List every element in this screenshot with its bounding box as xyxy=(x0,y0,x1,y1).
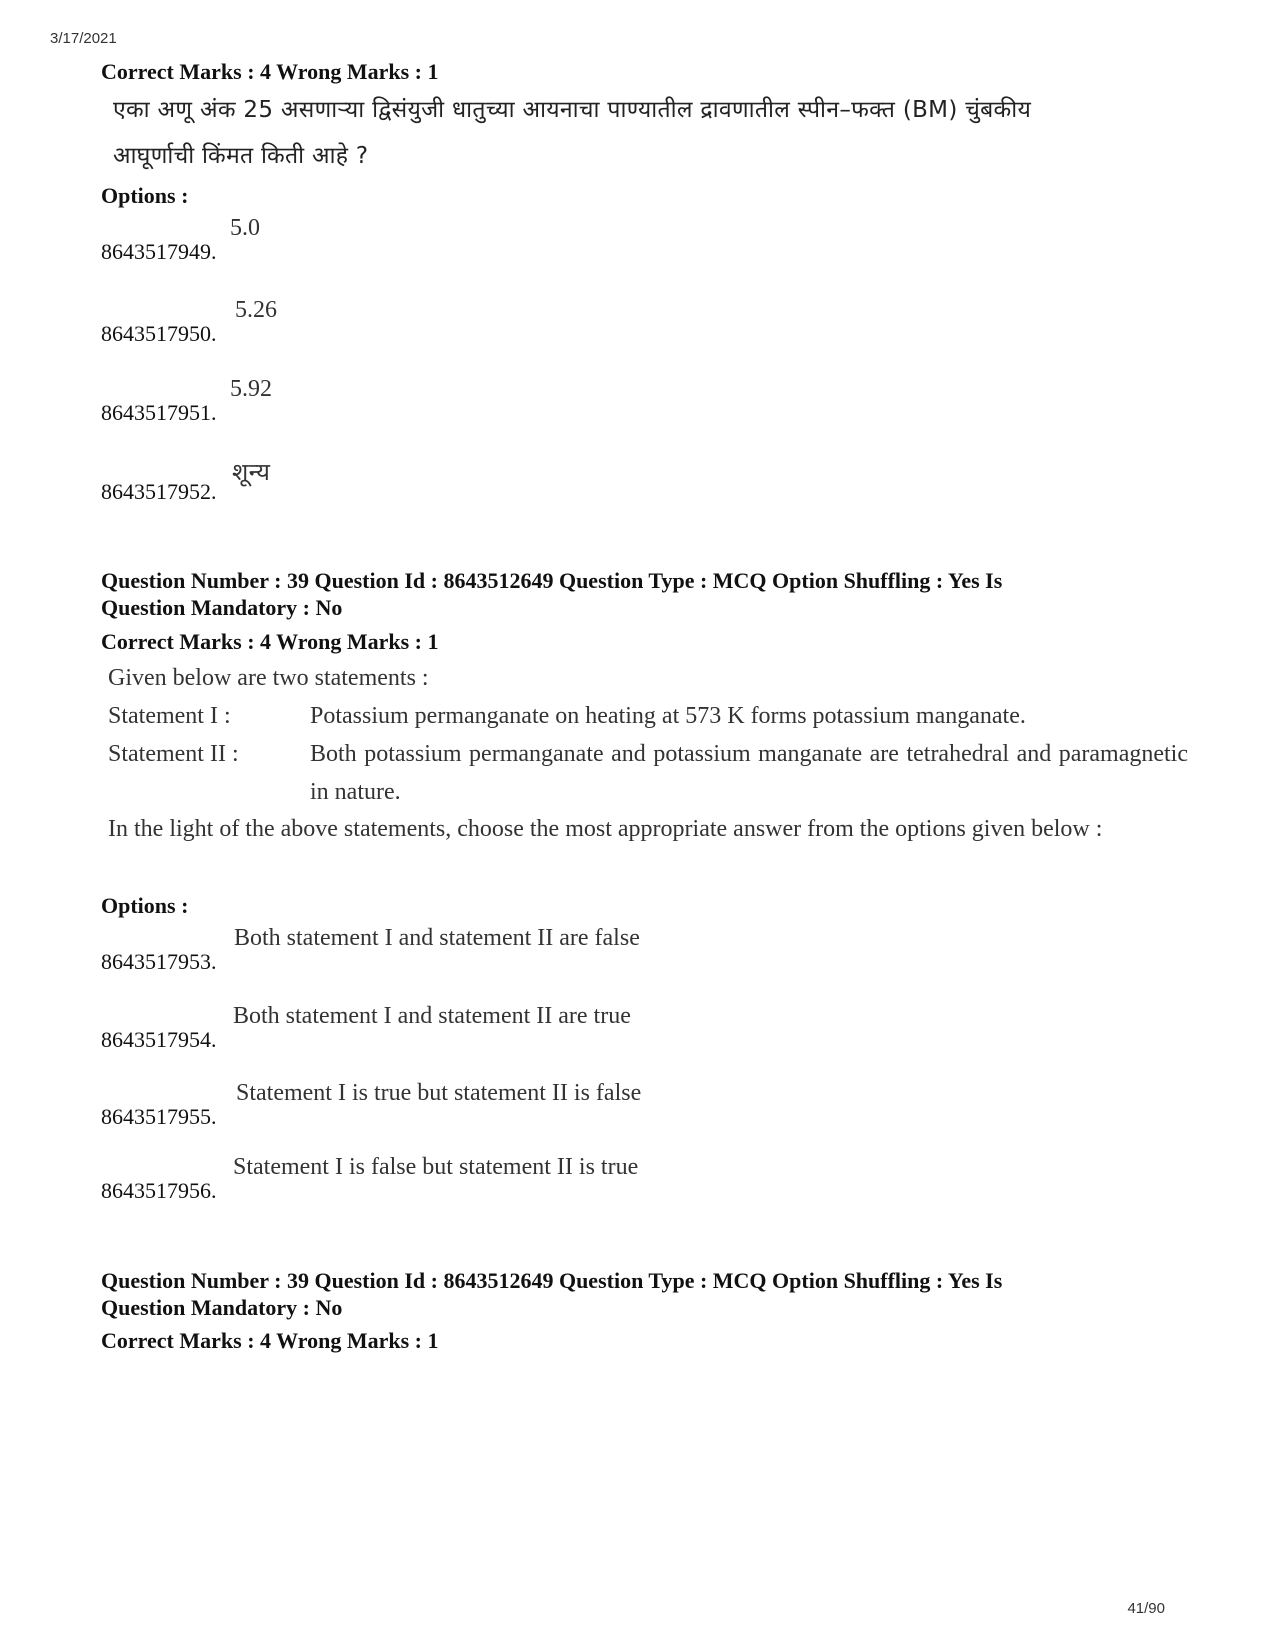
question-intro: Given below are two statements : xyxy=(108,665,429,691)
marks-line: Correct Marks : 4 Wrong Marks : 1 xyxy=(101,1328,439,1353)
statement-label: Statement I : xyxy=(108,703,231,729)
option-item xyxy=(101,215,1001,265)
statement-text: Potassium permanganate on heating at 573 K forms potassium manganate. xyxy=(310,703,1026,729)
question-line: एका अणू अंक 25 असणाऱ्या द्विसंयुजी धातुच्या आयनाचा पाण्यातील द्रावणातील स्पीन–फक्त (BM) चुंबकीय xyxy=(113,97,1032,123)
statement-label: Statement II : xyxy=(108,741,239,767)
option-item xyxy=(101,925,1001,975)
statement-text: Both potassium permanganate and potassium manganate are tetrahedral and paramagnetic in nature. xyxy=(310,741,1188,805)
question-mandatory: Question Mandatory : No xyxy=(101,1295,343,1320)
option-item xyxy=(101,376,1001,426)
option-id: 8643517951. xyxy=(101,400,217,425)
option-text: Both statement I and statement II are false xyxy=(234,925,640,951)
option-text: शून्य xyxy=(232,458,271,486)
option-id: 8643517954. xyxy=(101,1027,217,1052)
option-text: Statement I is false but statement II is true xyxy=(233,1154,639,1180)
statement-row xyxy=(108,735,1188,811)
option-text: 5.0 xyxy=(230,215,260,241)
option-text: 5.26 xyxy=(235,297,277,323)
option-item xyxy=(101,1154,1001,1204)
page-date: 3/17/2021 xyxy=(50,30,117,47)
question-text xyxy=(113,87,1031,179)
page-number: 41/90 xyxy=(1127,1600,1165,1617)
option-id: 8643517949. xyxy=(101,239,217,264)
question-instruction: In the light of the above statements, choose the most appropriate answer from the options given below : xyxy=(108,816,1103,842)
options-label: Options : xyxy=(101,893,189,918)
question-header: Question Number : 39 Question Id : 8643512649 Question Type : MCQ Option Shuffling : Yes Is xyxy=(101,1268,1003,1293)
question-mandatory: Question Mandatory : No xyxy=(101,595,343,620)
question-body xyxy=(108,660,1188,848)
option-id: 8643517955. xyxy=(101,1104,217,1129)
option-item xyxy=(101,1080,1001,1130)
option-id: 8643517952. xyxy=(101,479,217,504)
option-item xyxy=(101,1003,1001,1053)
option-id: 8643517950. xyxy=(101,321,217,346)
option-id: 8643517956. xyxy=(101,1178,217,1203)
option-text: Statement I is true but statement II is false xyxy=(236,1080,642,1106)
question-line: आघूर्णाची किंमत किती आहे ? xyxy=(113,143,369,169)
marks-line: Correct Marks : 4 Wrong Marks : 1 xyxy=(101,629,439,654)
option-text: 5.92 xyxy=(230,376,272,402)
option-item xyxy=(101,297,1001,347)
marks-line: Correct Marks : 4 Wrong Marks : 1 xyxy=(101,59,439,84)
option-item xyxy=(101,455,1001,505)
statement-row xyxy=(108,697,1188,735)
options-label: Options : xyxy=(101,183,189,208)
option-id: 8643517953. xyxy=(101,949,217,974)
option-text: Both statement I and statement II are true xyxy=(233,1003,631,1029)
question-header: Question Number : 39 Question Id : 8643512649 Question Type : MCQ Option Shuffling : Yes Is xyxy=(101,568,1003,593)
